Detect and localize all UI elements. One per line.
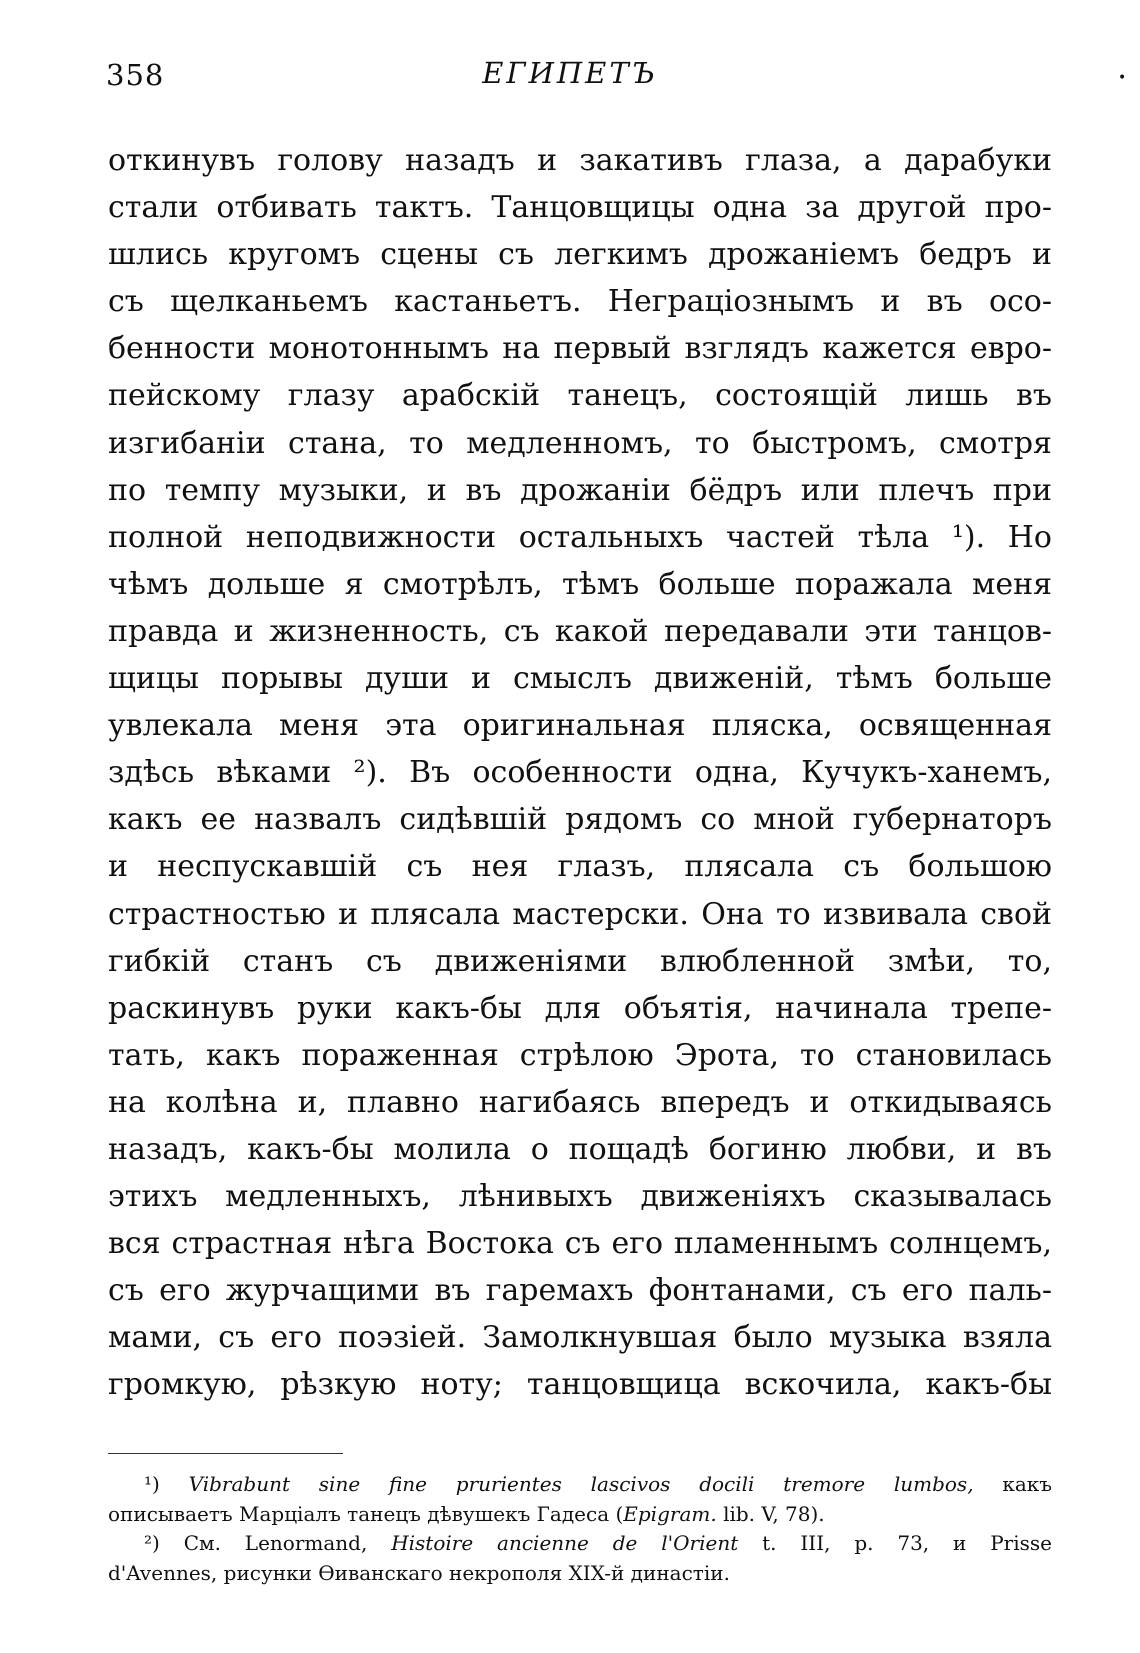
footnote-2-marker: ²) (144, 1531, 160, 1555)
text-line: изгибаніи стана, то медленномъ, то быстромъ, смотря (108, 425, 1052, 461)
footnote-1-text: какъ (1002, 1472, 1053, 1496)
text-line: страстностью и плясала мастерски. Она то извивала свой (108, 896, 1052, 932)
text-line: шлись кругомъ сцены съ легкимъ дрожаніемъ бедръ и (108, 237, 1052, 273)
text-line: мами, съ его поэзіей. Замолкнувшая было музыка взяла (108, 1320, 1052, 1356)
text-line: на колѣна и, плавно нагибаясь впередъ и откидываясь (108, 1084, 1052, 1120)
footnote-2 (108, 1529, 1052, 1559)
footnote-1-continuation (108, 1500, 1052, 1530)
footnote-1 (108, 1470, 1052, 1500)
text-line: бенности монотоннымъ на первый взглядъ кажется евро- (108, 331, 1052, 367)
text-line: пейскому глазу арабскій танецъ, состоящій лишь въ (108, 378, 1052, 414)
text-line: раскинувъ руки какъ-бы для объятія, начинала трепе- (108, 990, 1052, 1026)
text-line: полной неподвижности остальныхъ частей тѣла ¹). Но (108, 519, 1052, 555)
text-line: и неспускавшій съ нея глазъ, плясала съ большою (108, 849, 1052, 885)
text-line: какъ ее назвалъ сидѣвшій рядомъ со мной губернаторъ (108, 802, 1052, 838)
footnote-2-reference: t. III, p. 73, и Prisse (762, 1531, 1053, 1555)
text-line: громкую, рѣзкую ноту; танцовщица вскочила, какъ-бы (108, 1367, 1052, 1403)
text-line: съ его журчащими въ гаремахъ фонтанами, съ его паль- (108, 1273, 1052, 1309)
footnote-2-text: См. Lenormand, (183, 1531, 368, 1555)
text-line: стали отбивать тактъ. Танцовщицы одна за другой про- (108, 190, 1052, 226)
footnote-2-continuation: d'Avennes, рисунки Ѳиванскаго некрополя XIX-й династіи. (108, 1560, 730, 1585)
text-line: увлекала меня эта оригинальная пляска, освященная (108, 708, 1052, 744)
text-line: откинувъ голову назадъ и закативъ глаза, а дарабуки (108, 143, 1052, 178)
text-line: по темпу музыки, и въ дрожаніи бёдръ или плечъ при (108, 472, 1052, 508)
text-line: гибкій станъ съ движеніями влюбленной змѣи, то, (108, 943, 1052, 979)
text-line: вся страстная нѣга Востока съ его пламеннымъ солнцемъ, (108, 1226, 1052, 1262)
footnote-1-marker: ¹) (144, 1472, 160, 1496)
main-text (108, 137, 1052, 1409)
text-line: щицы порывы души и смыслъ движеній, тѣмъ больше (108, 661, 1052, 697)
text-line: съ щелканьемъ кастаньетъ. Неграціознымъ и въ осо- (108, 284, 1052, 320)
text-line: назадъ, какъ-бы молила о пощадѣ богиню любви, и въ (108, 1131, 1052, 1167)
footnote-1-latin-quote: Vibrabunt sine fine prurientes lascivos docili tremore lumbos, (188, 1472, 974, 1496)
footnote-1-line2: описываетъ Марціалъ танецъ дѣвушекъ Гадеса ( (108, 1501, 624, 1526)
footnote-1-source: Epigram. (623, 1501, 717, 1526)
text-line: чѣмъ дольше я смотрѣлъ, тѣмъ больше поражала меня (108, 566, 1052, 602)
text-line: здѣсь вѣками ²). Въ особенности одна, Кучукъ-ханемъ, (108, 755, 1052, 791)
footnotes (108, 1470, 1052, 1588)
running-title: ЕГИПЕТЪ (482, 56, 658, 90)
footnote-2-title: Histoire ancienne de l'Orient (391, 1531, 739, 1555)
footnote-1-reference: lib. V, 78). (723, 1501, 825, 1526)
margin-mark: • (1118, 70, 1127, 86)
text-line: тать, какъ пораженная стрѣлою Эрота, то становилась (108, 1037, 1052, 1073)
page-number: 358 (106, 58, 165, 92)
footnote-rule (108, 1453, 343, 1454)
text-line: этихъ медленныхъ, лѣнивыхъ движеніяхъ сказывалась (108, 1179, 1052, 1215)
text-line: правда и жизненность, съ какой передавали эти танцов- (108, 613, 1052, 649)
